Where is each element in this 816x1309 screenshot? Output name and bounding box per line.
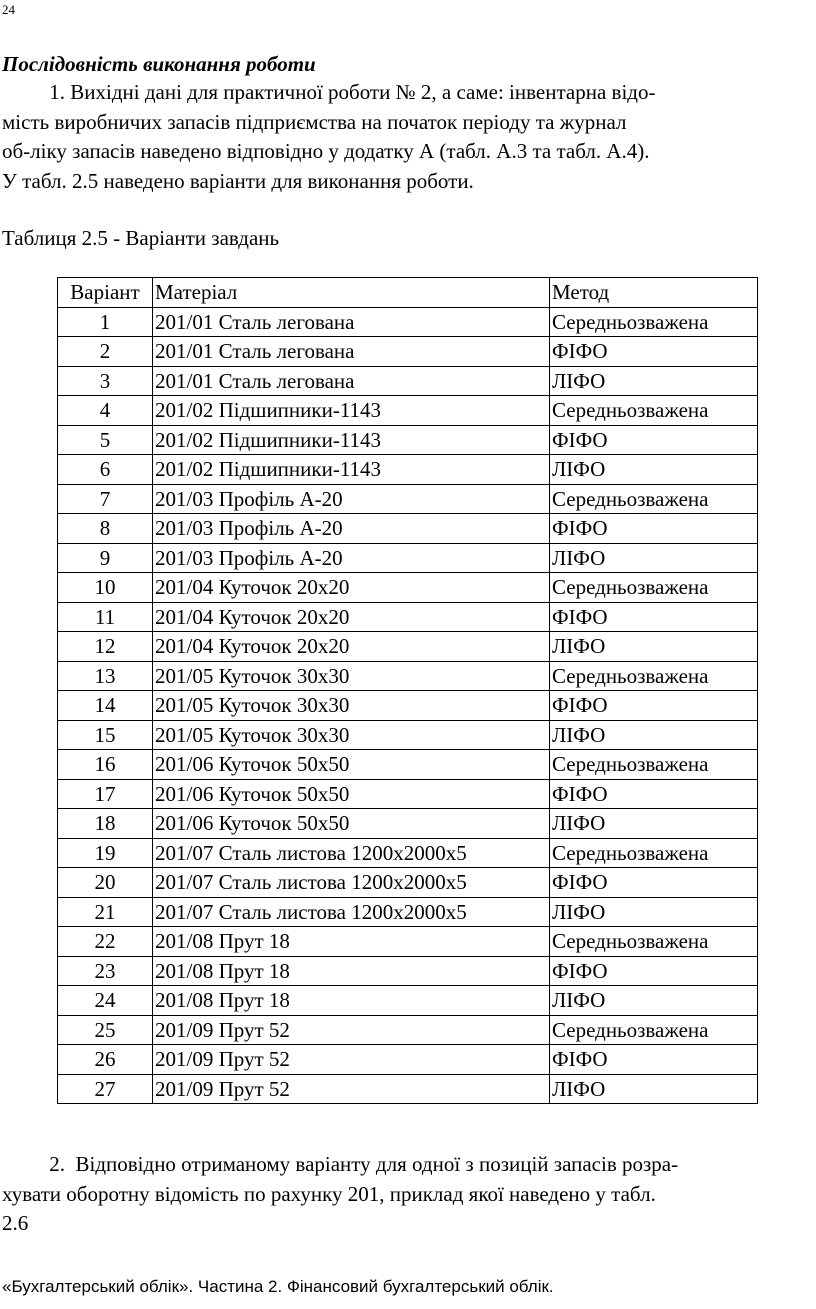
cell-variant: 3 [58,366,153,396]
header-variant: Варіант [58,278,153,308]
table-row [58,897,758,927]
cell-material: 201/03 Профіль А-20 [153,514,550,544]
cell-variant: 24 [58,986,153,1016]
cell-material: 201/06 Куточок 50х50 [153,809,550,839]
cell-material: 201/08 Прут 18 [153,956,550,986]
cell-method: Середньозважена [550,307,758,337]
cell-variant: 7 [58,484,153,514]
header-material: Матеріал [153,278,550,308]
cell-variant: 10 [58,573,153,603]
table-row [58,661,758,691]
cell-variant: 12 [58,632,153,662]
paragraph-line: об-ліку запасів наведено відповідно у додатку А (табл. А.3 та табл. А.4). [2,139,650,163]
cell-material: 201/05 Куточок 30х30 [153,720,550,750]
cell-method: ЛІФО [550,455,758,485]
table-row [58,868,758,898]
cell-method: ФІФО [550,868,758,898]
cell-method: ФІФО [550,602,758,632]
cell-variant: 14 [58,691,153,721]
cell-method: Середньозважена [550,927,758,957]
table-row [58,573,758,603]
cell-material: 201/08 Прут 18 [153,927,550,957]
cell-variant: 5 [58,425,153,455]
variants-table-body [58,278,758,1104]
header-method: Метод [550,278,758,308]
cell-variant: 9 [58,543,153,573]
table-row [58,1045,758,1075]
cell-material: 201/05 Куточок 30х30 [153,691,550,721]
table-row [58,543,758,573]
cell-variant: 25 [58,1015,153,1045]
cell-variant: 8 [58,514,153,544]
cell-method: ФІФО [550,956,758,986]
table-row [58,425,758,455]
table-row [58,956,758,986]
cell-material: 201/02 Підшипники-1143 [153,455,550,485]
cell-material: 201/07 Сталь листова 1200х2000х5 [153,838,550,868]
cell-variant: 2 [58,337,153,367]
cell-variant: 1 [58,307,153,337]
table-row [58,632,758,662]
cell-variant: 17 [58,779,153,809]
cell-method: Середньозважена [550,484,758,514]
table-row [58,602,758,632]
cell-method: ФІФО [550,425,758,455]
paragraph-line: 2. Відповідно отриманому варіанту для одної з позицій запасів розра- [2,1152,679,1176]
table-row [58,779,758,809]
section-heading: Послідовність виконання роботи [2,52,316,76]
cell-material: 201/03 Профіль А-20 [153,543,550,573]
table-caption: Таблиця 2.5 - Варіанти завдань [2,226,280,250]
page-footer: «Бухгалтерський облік». Частина 2. Фінансовий бухгалтерський облік. [2,1277,554,1296]
table-header-row [58,278,758,308]
cell-variant: 27 [58,1074,153,1104]
cell-method: Середньозважена [550,661,758,691]
cell-variant: 6 [58,455,153,485]
paragraph-line: У табл. 2.5 наведено варіанти для виконання роботи. [2,168,474,193]
paragraph-line: хувати оборотну відомість по рахунку 201, приклад якої наведено у табл. [2,1181,656,1206]
cell-material: 201/09 Прут 52 [153,1074,550,1104]
cell-material: 201/03 Профіль А-20 [153,484,550,514]
cell-method: ЛІФО [550,986,758,1016]
variants-table [57,277,758,1104]
paragraph-line: 1. Вихідні дані для практичної роботи № 2, а саме: інвентарна відо- [2,80,656,104]
cell-material: 201/07 Сталь листова 1200х2000х5 [153,897,550,927]
table-row [58,307,758,337]
cell-material: 201/07 Сталь листова 1200х2000х5 [153,868,550,898]
cell-variant: 26 [58,1045,153,1075]
cell-method: ФІФО [550,779,758,809]
cell-variant: 13 [58,661,153,691]
table-row [58,691,758,721]
cell-method: ЛІФО [550,720,758,750]
cell-variant: 23 [58,956,153,986]
cell-material: 201/06 Куточок 50х50 [153,750,550,780]
paragraph-1 [2,78,788,196]
cell-method: ФІФО [550,1045,758,1075]
cell-method: ЛІФО [550,1074,758,1104]
cell-material: 201/04 Куточок 20х20 [153,602,550,632]
cell-method: Середньозважена [550,838,758,868]
page-number: 24 [2,2,15,17]
table-row [58,1015,758,1045]
cell-method: ЛІФО [550,809,758,839]
cell-variant: 18 [58,809,153,839]
cell-material: 201/09 Прут 52 [153,1045,550,1075]
cell-method: Середньозважена [550,396,758,426]
table-row [58,484,758,514]
cell-method: Середньозважена [550,1015,758,1045]
table-row [58,986,758,1016]
cell-material: 201/08 Прут 18 [153,986,550,1016]
cell-method: ЛІФО [550,897,758,927]
table-row [58,366,758,396]
cell-material: 201/05 Куточок 30х30 [153,661,550,691]
table-row [58,396,758,426]
cell-material: 201/01 Сталь легована [153,337,550,367]
cell-variant: 11 [58,602,153,632]
cell-material: 201/01 Сталь легована [153,307,550,337]
cell-method: ЛІФО [550,366,758,396]
cell-material: 201/09 Прут 52 [153,1015,550,1045]
cell-method: ЛІФО [550,632,758,662]
cell-method: ФІФО [550,337,758,367]
cell-method: ФІФО [550,691,758,721]
cell-method: ЛІФО [550,543,758,573]
table-row [58,337,758,367]
cell-method: Середньозважена [550,573,758,603]
table-row [58,838,758,868]
paragraph-2 [2,1150,788,1239]
table-row [58,455,758,485]
cell-method: ФІФО [550,514,758,544]
cell-variant: 4 [58,396,153,426]
cell-variant: 15 [58,720,153,750]
cell-variant: 21 [58,897,153,927]
cell-variant: 19 [58,838,153,868]
table-row [58,514,758,544]
cell-material: 201/02 Підшипники-1143 [153,396,550,426]
table-row [58,750,758,780]
table-row [58,809,758,839]
table-row [58,720,758,750]
paragraph-line: мість виробничих запасів підприємства на початок періоду та журнал [2,109,627,134]
table-row [58,1074,758,1104]
cell-variant: 16 [58,750,153,780]
table-row [58,927,758,957]
cell-method: Середньозважена [550,750,758,780]
cell-variant: 22 [58,927,153,957]
cell-material: 201/04 Куточок 20х20 [153,632,550,662]
cell-material: 201/02 Підшипники-1143 [153,425,550,455]
cell-material: 201/06 Куточок 50х50 [153,779,550,809]
paragraph-line: 2.6 [2,1211,29,1235]
cell-material: 201/04 Куточок 20х20 [153,573,550,603]
cell-material: 201/01 Сталь легована [153,366,550,396]
cell-variant: 20 [58,868,153,898]
